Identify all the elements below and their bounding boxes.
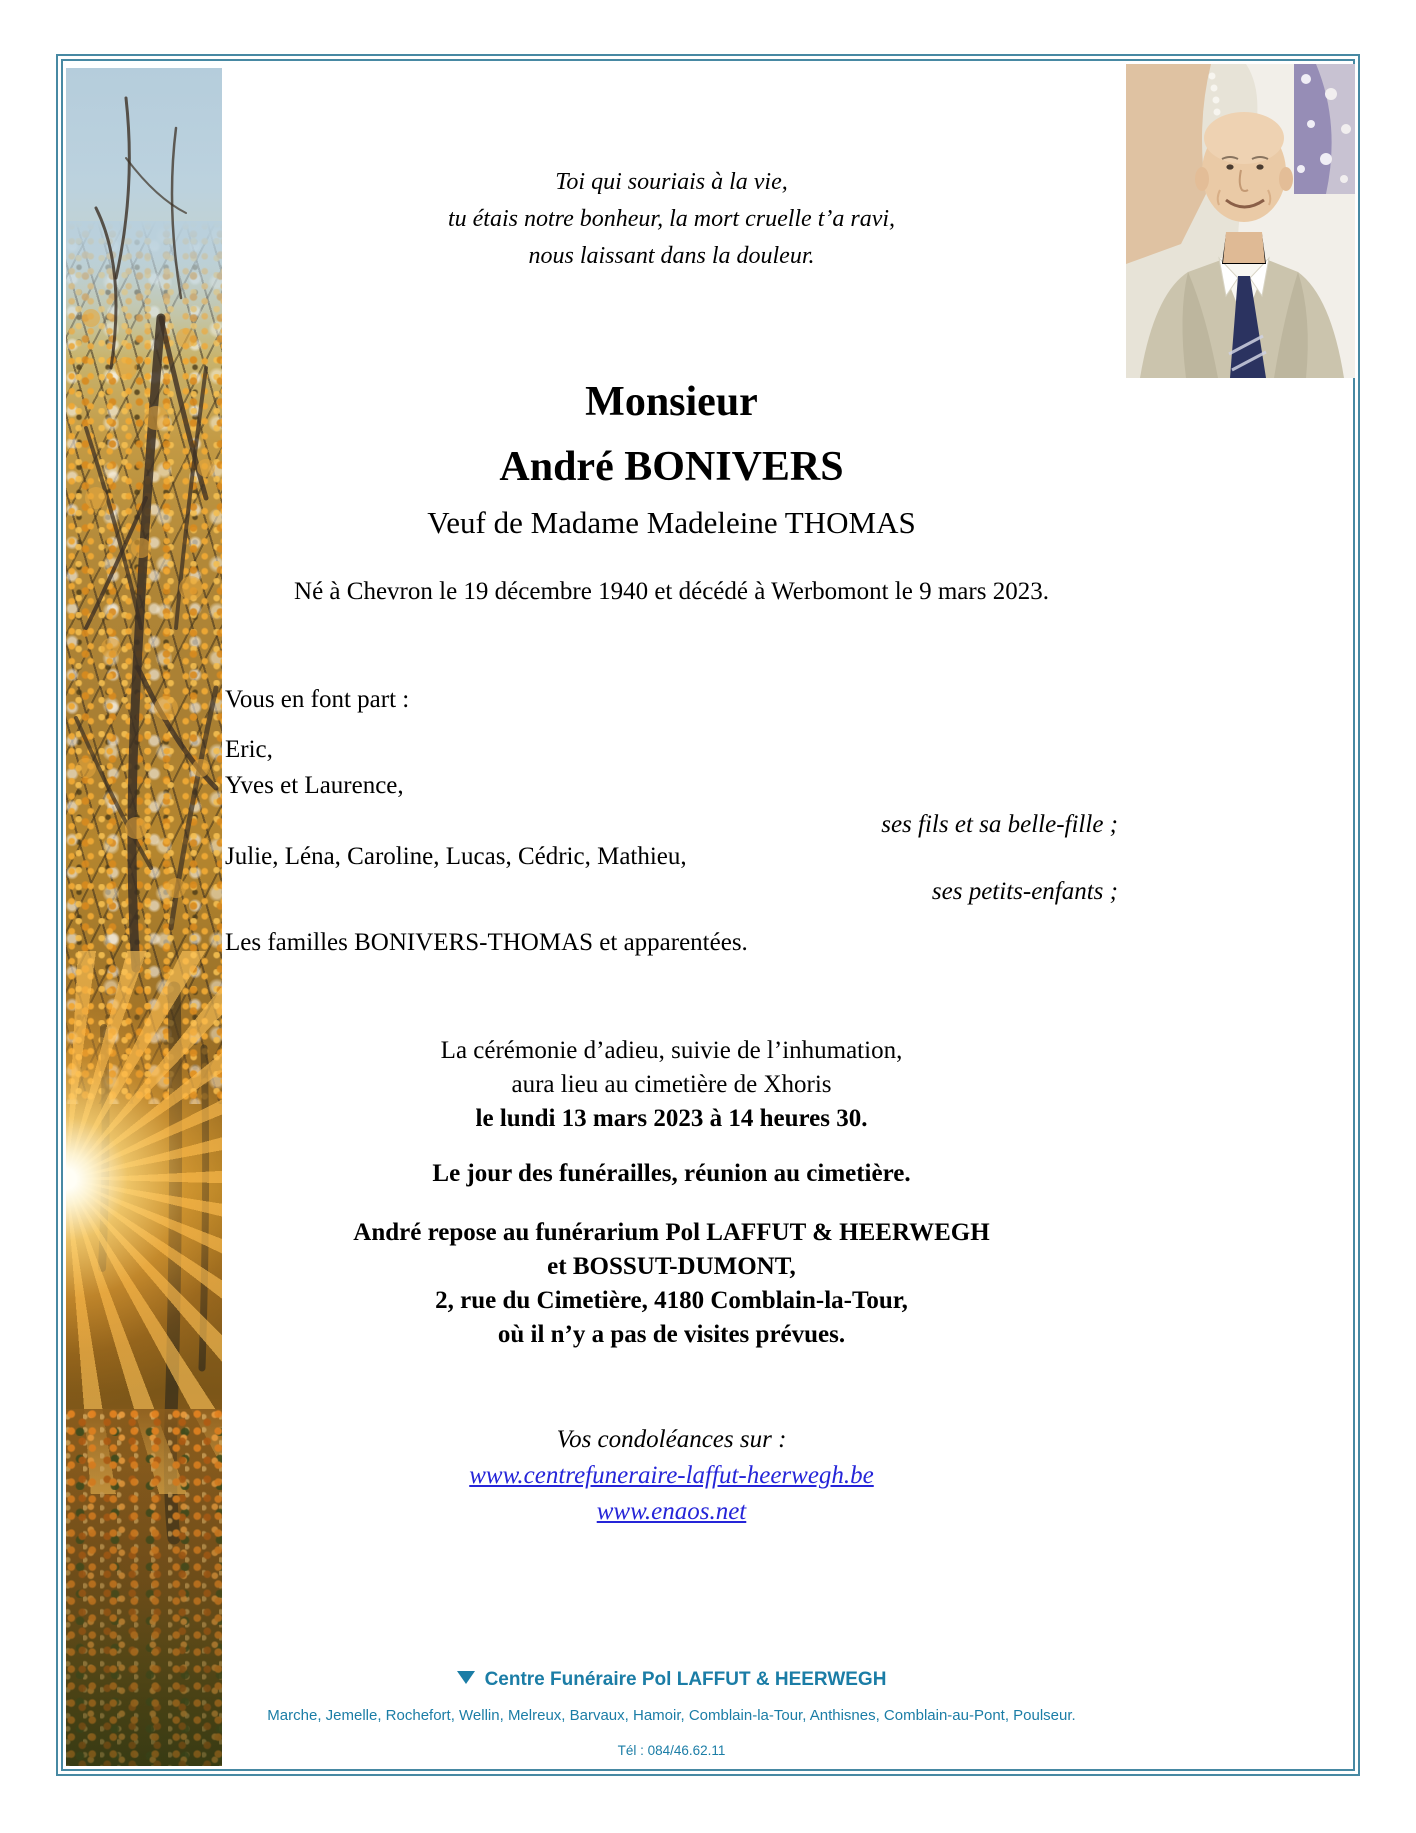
relation-grandchildren: ses petits-enfants ; (931, 878, 1118, 905)
families-line: Les familles BONIVERS-THOMAS et apparentées. (225, 929, 748, 956)
funeral-meeting-line: Le jour des funérailles, réunion au cimetière. (432, 1160, 911, 1187)
condolences-block (225, 1422, 1118, 1530)
condolences-label: Vos condoléances sur : (556, 1426, 787, 1453)
deceased-name: André BONIVERS (499, 444, 844, 490)
portrait-art (1126, 64, 1355, 378)
repose-line-2: et BOSSUT-DUMONT, (547, 1253, 796, 1280)
repose-line-1: André repose au funérarium Pol LAFFUT & HEERWEGH (353, 1219, 990, 1246)
relation-sons: ses fils et sa belle-fille ; (881, 811, 1118, 838)
grandchildren-list: Julie, Léna, Caroline, Lucas, Cédric, Mathieu, (225, 843, 687, 870)
triangle-down-icon (457, 1671, 475, 1684)
condolences-link-enaos[interactable]: www.enaos.net (596, 1498, 747, 1525)
deceased-title-block (225, 370, 1118, 545)
epitaph-quote (225, 164, 1118, 275)
son-1: Eric, (225, 736, 273, 763)
fallen-leaves-carpet (66, 1409, 222, 1766)
deceased-honorific: Monsieur (585, 379, 758, 425)
ceremony-block (225, 1034, 1118, 1136)
footer-locations: Marche, Jemelle, Rochefort, Wellin, Melreux, Barvaux, Hamoir, Comblain-la-Tour, Anthisnes, Comblain-au-Pont, Poulseur. (267, 1707, 1076, 1724)
quote-line-1: Toi qui souriais à la vie, (555, 169, 788, 195)
repose-block (225, 1216, 1118, 1352)
footer-phone: Tél : 084/46.62.11 (617, 1743, 726, 1758)
quote-line-2: tu étais notre bonheur, la mort cruelle t’a ravi, (447, 206, 896, 232)
ceremony-date-line: le lundi 13 mars 2023 à 14 heures 30. (475, 1105, 868, 1132)
birth-death-line: Né à Chevron le 19 décembre 1940 et décédé à Werbomont le 9 mars 2023. (294, 578, 1049, 605)
repose-line-4: où il n’y a pas de visites prévues. (497, 1321, 846, 1348)
deceased-portrait-photo (1126, 64, 1355, 378)
footer-brand-line (225, 1666, 1118, 1694)
repose-line-3: 2, rue du Cimetière, 4180 Comblain-la-Tour, (435, 1287, 908, 1314)
son-2: Yves et Laurence, (225, 772, 404, 799)
quote-line-3: nous laissant dans la douleur. (528, 243, 815, 269)
ceremony-line-1: La cérémonie d’adieu, suivie de l’inhumation, (440, 1037, 903, 1064)
deceased-widower-line: Veuf de Madame Madeleine THOMAS (427, 505, 916, 540)
ceremony-line-2: aura lieu au cimetière de Xhoris (511, 1071, 832, 1098)
announcement-intro: Vous en font part : (225, 686, 410, 713)
footer-brand-name: Centre Funéraire Pol LAFFUT & HEERWEGH (484, 1669, 887, 1690)
autumn-trees-photo (66, 68, 222, 1766)
sons-list (225, 732, 1118, 804)
condolences-link-funeral-home[interactable]: www.centrefuneraire-laffut-heerwegh.be (469, 1462, 874, 1489)
